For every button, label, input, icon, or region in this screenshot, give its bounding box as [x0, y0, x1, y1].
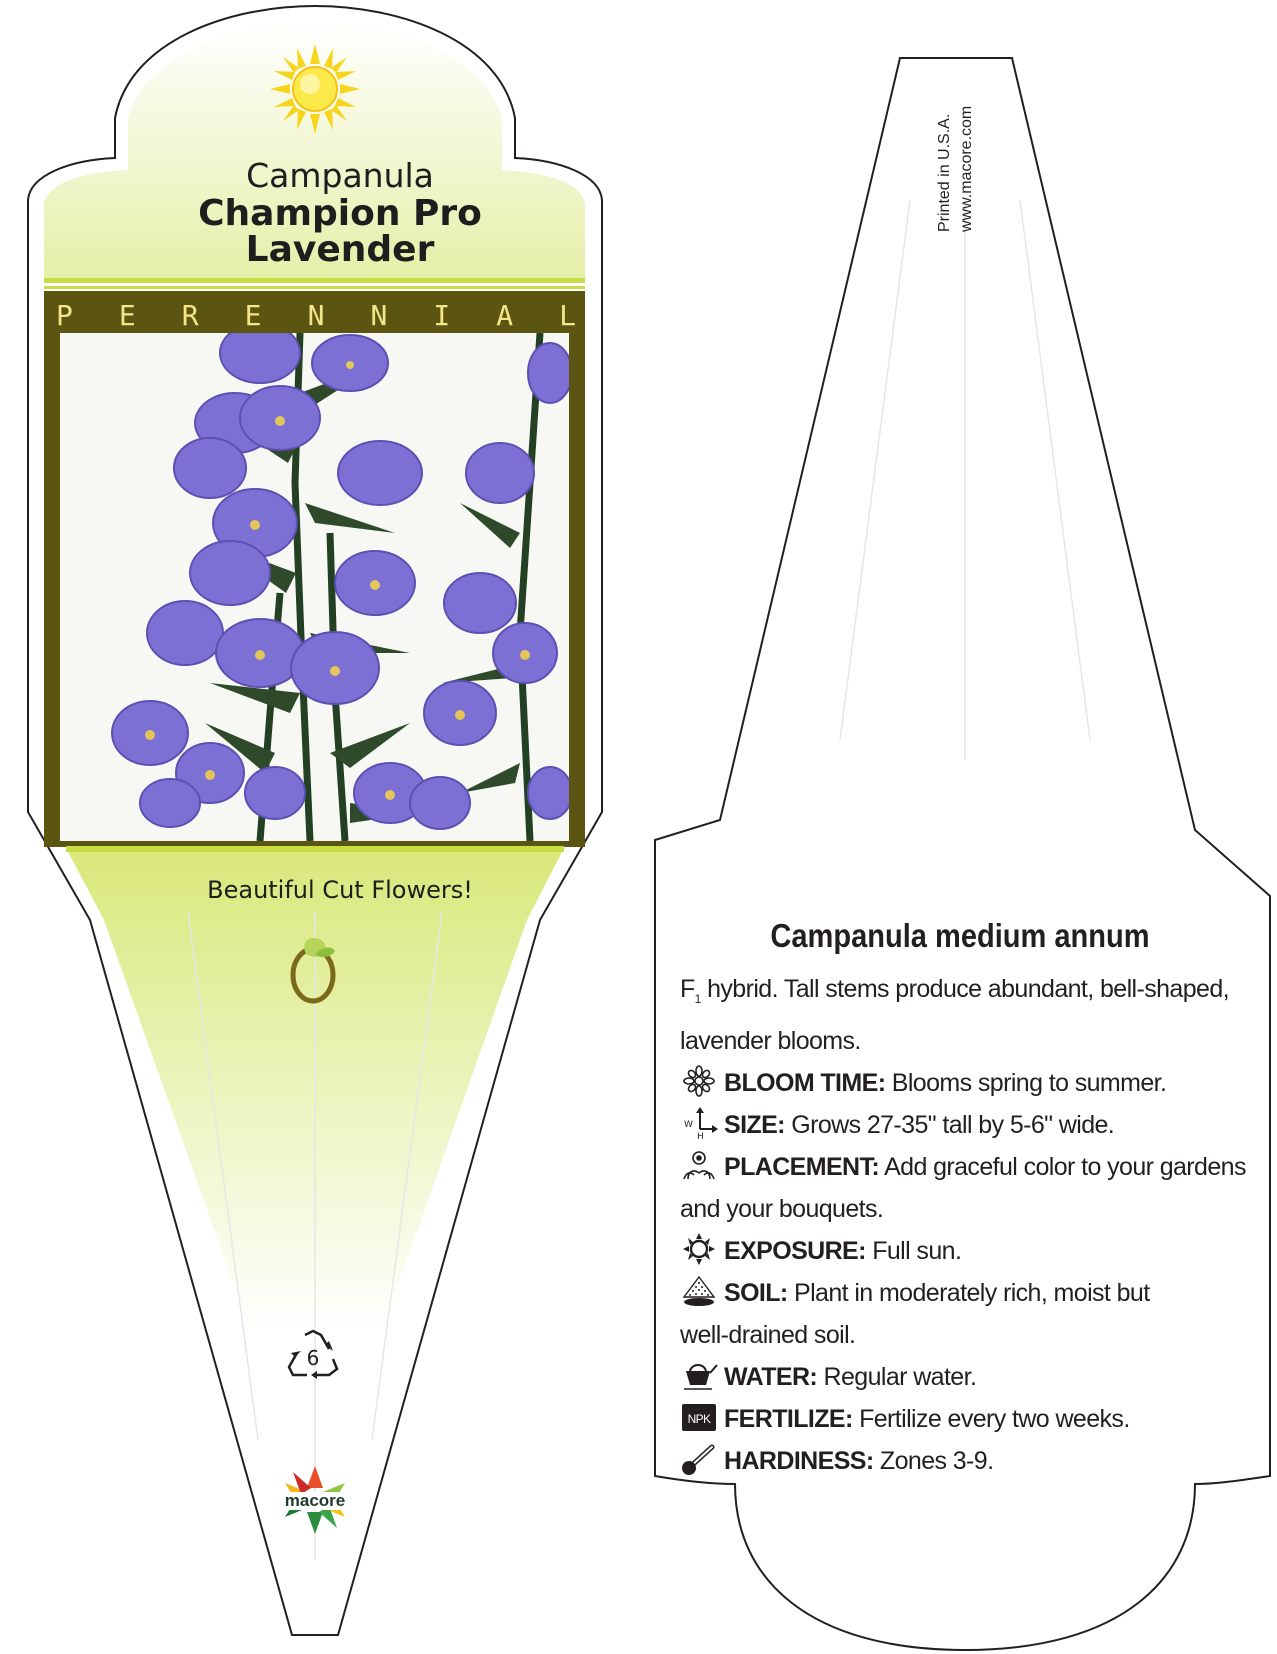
soil-icon: [680, 1275, 718, 1307]
tagline: Beautiful Cut Flowers!: [207, 876, 473, 904]
variety-line-2: Lavender: [245, 229, 435, 270]
soil-row: SOIL: Plant in moderately rich, moist but: [680, 1272, 1240, 1314]
water-row: WATER: Regular water.: [680, 1356, 1240, 1398]
hardiness-row: HARDINESS: Zones 3-9.: [680, 1440, 1240, 1482]
botanical-name: Campanula medium annum: [770, 917, 1150, 954]
intro-line-2: lavender blooms.: [680, 1027, 861, 1055]
svg-text:H: H: [697, 1132, 704, 1139]
flower-icon: [680, 1065, 718, 1097]
size-arrows-icon: [680, 1107, 718, 1139]
recycle-number: 6: [306, 1346, 320, 1370]
care-info: [680, 968, 1246, 1482]
website-url: www.macore.com: [958, 105, 975, 232]
sun-exposure-icon: [680, 1233, 718, 1265]
soil-line-2: well-drained soil.: [680, 1321, 856, 1349]
exposure-row: EXPOSURE: Full sun.: [680, 1230, 1240, 1272]
printed-in-usa: Printed in U.S.A.: [936, 113, 953, 232]
printed-info: [934, 42, 994, 232]
bloom-time-row: BLOOM TIME: Blooms spring to summer.: [680, 1062, 1240, 1104]
placement-row: PLACEMENT: Add graceful color to your gardens: [680, 1146, 1240, 1188]
brand-name: macore: [284, 1491, 346, 1510]
thermometer-icon: [680, 1443, 718, 1475]
variety-line-1: Champion Pro: [198, 193, 482, 234]
placement-line-2: and your bouquets.: [680, 1195, 884, 1223]
intro-line-1: $F_1$ hybrid. Tall stems produce abundant, bell-shaped,: [680, 975, 1229, 1006]
svg-text:W: W: [684, 1120, 693, 1130]
watering-can-icon: [680, 1359, 718, 1391]
fertilize-row: NPK FERTILIZE: Fertilize every two weeks.: [680, 1398, 1240, 1440]
svg-text:NPK: NPK: [687, 1412, 711, 1426]
size-row: W H SIZE: Grows 27-35" tall by 5-6" wide.: [680, 1104, 1240, 1146]
category-perennial: P E R E N N I A L: [56, 299, 576, 332]
npk-fertilizer-icon: [680, 1401, 718, 1433]
plant-genus: Campanula: [246, 156, 434, 195]
flower-bed-icon: [680, 1149, 718, 1181]
